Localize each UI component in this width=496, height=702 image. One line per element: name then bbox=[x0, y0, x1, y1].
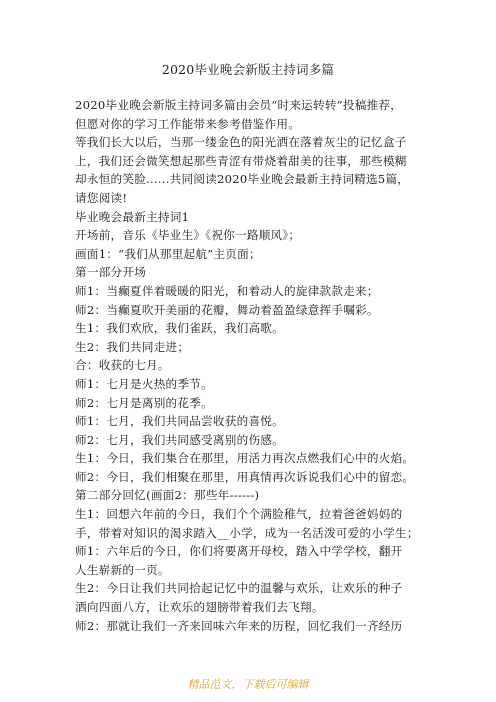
body-line: 洒向四面八方，让欢乐的翅膀带着我们去飞翔。 bbox=[75, 600, 324, 615]
document-body bbox=[75, 96, 433, 635]
body-line: 画面1：“我们从那里起航”主页面； bbox=[75, 246, 261, 261]
intro-line: 2020毕业晚会新版主持词多篇由会员“时来运转转”投稿推荐， bbox=[75, 98, 403, 112]
intro-line: 等我们长大以后，当那一缕金色的阳光洒在落着灰尘的记忆盒子 bbox=[75, 135, 407, 150]
body-line: 师2：七月是离别的花季。 bbox=[75, 395, 213, 410]
body-line: 师2：七月，我们共同感受离别的伤感。 bbox=[75, 432, 284, 447]
body-line: 生1：我们欢欣，我们雀跃，我们高歌。 bbox=[75, 321, 284, 336]
body-line: 生2：今日让我们共同拾起记忆中的温馨与欢乐，让欢乐的种子 bbox=[75, 581, 403, 596]
document-title: 2020毕业晚会新版主持词多篇 bbox=[161, 62, 335, 77]
body-line: 师2：当癫夏吹开美丽的花瓣，舞动着盈盈绿意挥手嘱彩。 bbox=[75, 302, 379, 317]
body-line: 合：收获的七月。 bbox=[75, 358, 170, 373]
body-line: 师2：那就让我们一齐来回味六年来的历程，回忆我们一齐经历 bbox=[75, 618, 403, 633]
body-line: 生1：回想六年前的今日，我们个个满脸稚气，拉着爸爸妈妈的 bbox=[75, 507, 403, 522]
body-line: 师2：今日，我们相聚在那里，用真情再次诉说我们心中的留恋。 bbox=[75, 469, 415, 484]
section-heading: 第一部分开场 bbox=[75, 265, 147, 280]
body-line: 师1：七月，我们共同品尝收获的喜悦。 bbox=[75, 414, 284, 429]
body-line: 师1：六年后的今日，你们将要离开母校，踏入中学学校，翻开 bbox=[75, 544, 403, 559]
intro-line: 请您阅读! bbox=[75, 190, 128, 205]
body-line: 生1：今日，我们集合在那里，用活力再次点燃我们心中的火焰。 bbox=[75, 451, 415, 466]
body-line: 手，带着对知识的渴求踏入__小学，成为一名活泼可爱的小学生； bbox=[75, 525, 419, 540]
intro-paragraph bbox=[75, 96, 433, 208]
footer-watermark: 精品范文，下载后可编辑 bbox=[187, 678, 309, 691]
intro-line: 上，我们还会微笑想起那些青涩有带烧着甜美的往事，那些模糊 bbox=[75, 153, 407, 168]
intro-line: 但愿对你的学习工作能带来参考借鉴作用。 bbox=[75, 116, 301, 131]
section-heading: 毕业晚会最新主持词1 bbox=[75, 209, 190, 224]
body-line: 人生崭新的一页。 bbox=[75, 562, 170, 577]
script-body bbox=[75, 208, 433, 636]
body-line: 师1：当癫夏伴着暖暖的阳光，和着动人的旋律款款走来； bbox=[75, 283, 379, 298]
body-line: 师1：七月是火热的季节。 bbox=[75, 376, 213, 391]
body-line: 开场前，音乐《毕业生》《祝你一路顺风》； bbox=[75, 228, 301, 243]
section-heading: 第二部分回忆(画面2：那些年------) bbox=[75, 488, 260, 503]
intro-line: 却永恒的笑脸......共同阅读2020毕业晚会最新主持词精选5篇， bbox=[75, 172, 410, 187]
body-line: 生2：我们共同走进； bbox=[75, 339, 190, 354]
